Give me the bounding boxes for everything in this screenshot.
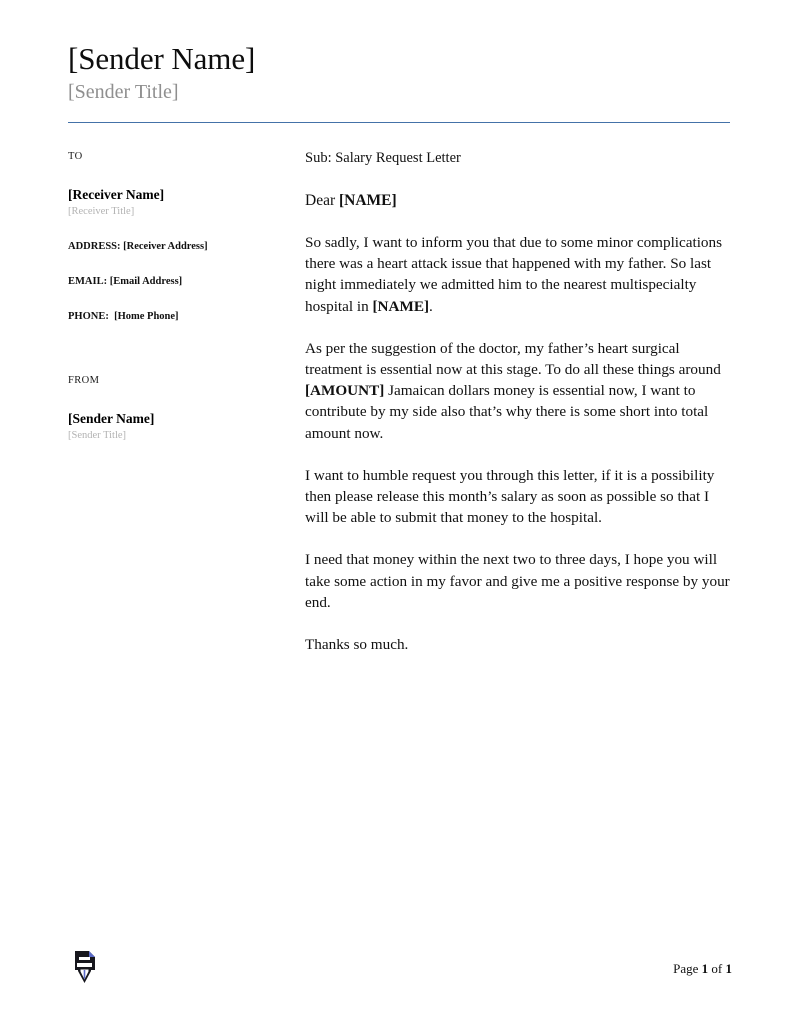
sender-title: [Sender Title] xyxy=(68,81,179,103)
receiver-name: [Receiver Name] xyxy=(68,187,165,202)
page-number xyxy=(673,960,732,977)
to-label: TO xyxy=(68,151,83,162)
salutation-prefix: Dear xyxy=(305,192,339,209)
subject-line: Sub: Salary Request Letter xyxy=(305,150,461,166)
document-pen-nib-icon xyxy=(72,950,98,984)
page-number-total: 1 xyxy=(725,961,732,976)
paragraph-2-text-start: As per the suggestion of the doctor, my father’s heart surgical treatment is essential now at this stage. To do all these things around xyxy=(305,339,721,379)
paragraph-1-text-start: So sadly, I want to inform you that due to some minor complications there was a heart attack issue that happened with my father. So last night immediately we admitted him to the nearest multispecialty hospital in xyxy=(305,234,723,315)
letterhead xyxy=(68,40,732,105)
paragraph-2-text-end: Jamaican dollars money is essential now, I want to contribute by my side also that’s why there is some short into total amount now. xyxy=(305,382,709,442)
from-sender-name: [Sender Name] xyxy=(68,411,155,426)
paragraph-1-name-placeholder: [NAME] xyxy=(372,297,430,315)
page-number-prefix: Page xyxy=(673,961,702,976)
receiver-email: EMAIL: [Email Address] xyxy=(68,276,183,287)
receiver-address: ADDRESS: [Receiver Address] xyxy=(68,241,208,252)
letter-body xyxy=(305,148,733,655)
page-title: [Sender Name] xyxy=(68,41,256,76)
body-paragraph-3: I want to humble request you through this letter, if it is a possibility then please release this month’s salary as soon as possible so that I will be able to submit that money to the hospital. xyxy=(305,466,715,527)
salutation-name-placeholder: [NAME] xyxy=(339,192,397,209)
paragraph-2-amount-placeholder: [AMOUNT] xyxy=(305,382,385,400)
recipient-block xyxy=(68,150,273,324)
body-paragraph-1 xyxy=(305,232,733,317)
header-divider xyxy=(68,122,730,123)
sender-block xyxy=(68,374,273,443)
receiver-phone: PHONE: [Home Phone] xyxy=(68,311,179,322)
from-label: FROM xyxy=(68,375,100,386)
page-number-middle: of xyxy=(708,961,726,976)
page-footer xyxy=(68,950,732,990)
from-sender-title: [Sender Title] xyxy=(68,430,127,441)
salutation xyxy=(305,190,733,211)
body-closing: Thanks so much. xyxy=(305,636,409,654)
paragraph-1-text-end: . xyxy=(429,297,433,315)
body-paragraph-2 xyxy=(305,338,733,444)
receiver-title: [Receiver Title] xyxy=(68,206,135,217)
body-paragraph-4: I need that money within the next two to three days, I hope you will take some action in my favor and give me a positive response by your end. xyxy=(305,551,730,611)
page-number-current: 1 xyxy=(701,961,709,976)
